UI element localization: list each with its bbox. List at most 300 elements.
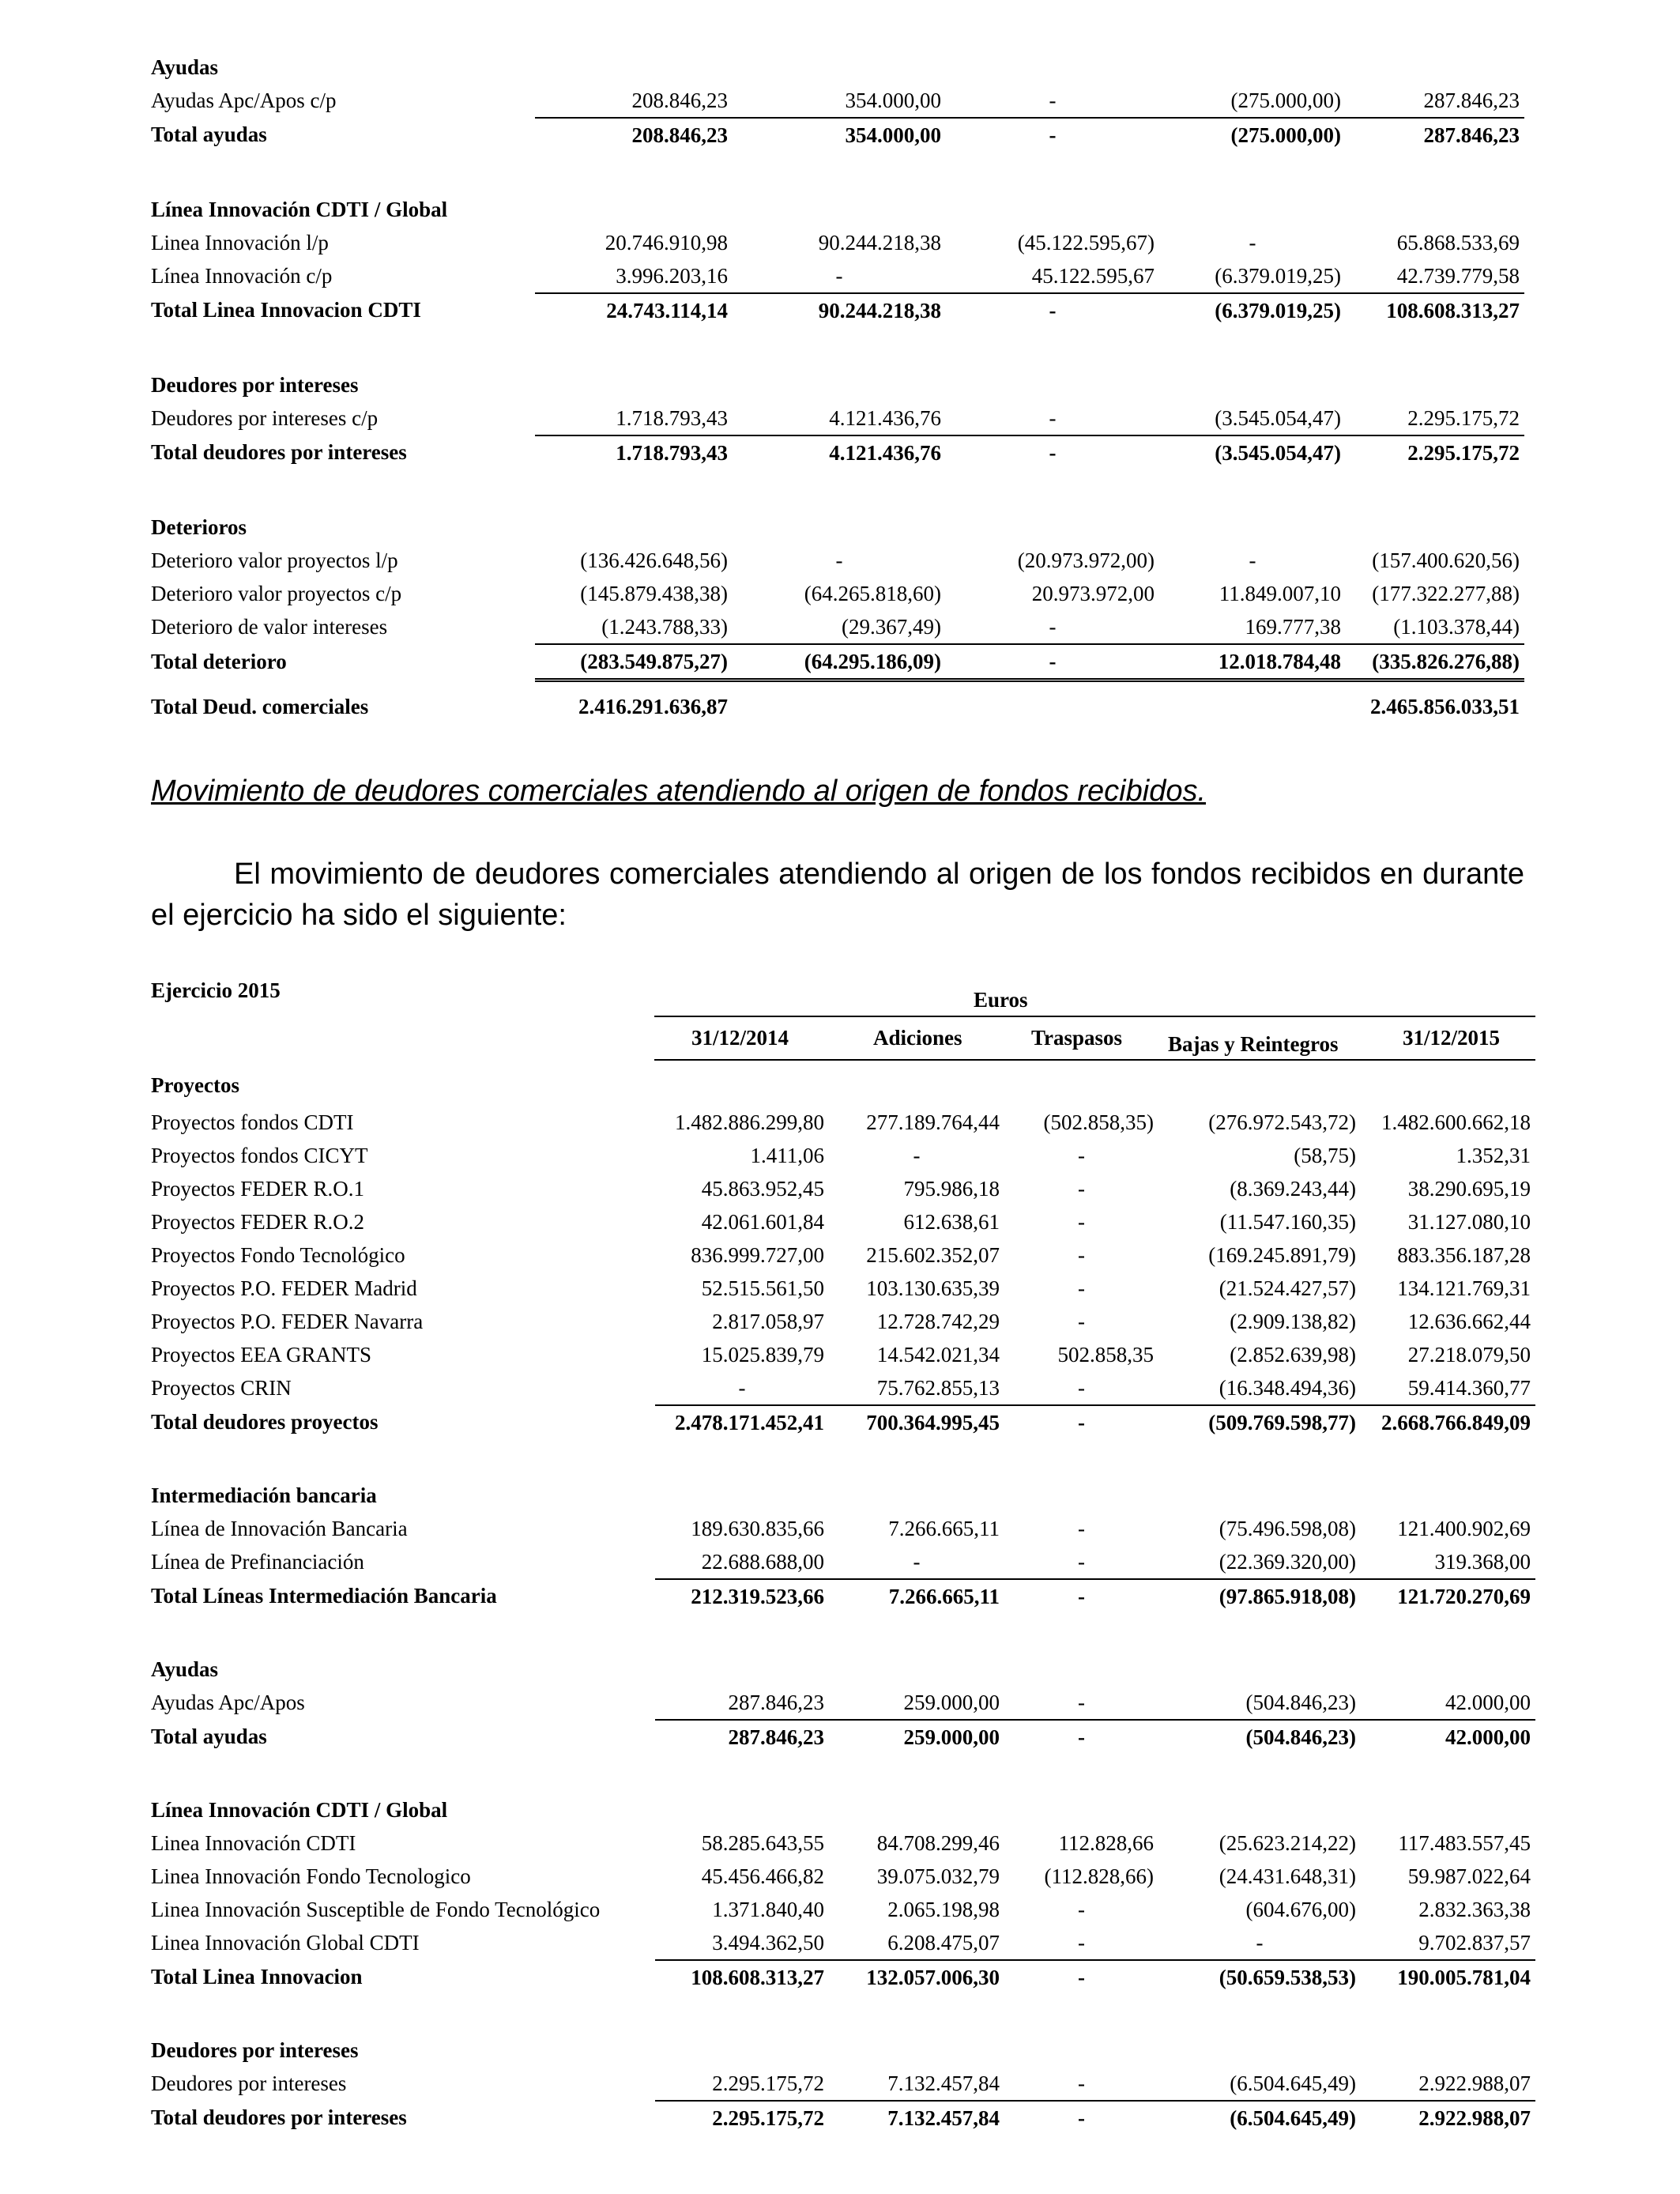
value-cell: (6.504.645,49) — [1230, 2105, 1356, 2130]
value-cell: (276.972.543,72) — [1208, 1110, 1356, 1134]
value-cell: 259.000,00 — [829, 1686, 1004, 1720]
value-cell: 20.746.910,98 — [605, 230, 728, 254]
value-cell: 3.494.362,50 — [655, 1926, 829, 1960]
empty-cell — [1159, 193, 1346, 226]
value-cell: (58,75) — [1294, 1143, 1356, 1167]
value-cell: - — [1078, 1516, 1085, 1540]
row-label: Proyectos P.O. FEDER Navarra — [151, 1309, 424, 1333]
value-cell: 319.368,00 — [1361, 1545, 1535, 1579]
empty-cell — [733, 193, 946, 226]
value-cell — [1159, 690, 1346, 723]
table-row — [151, 1545, 1535, 1579]
total-row — [151, 1405, 1535, 1439]
value-cell: 42.061.601,84 — [701, 1209, 824, 1234]
value-cell: 287.846,23 — [1423, 123, 1520, 147]
empty-cell — [655, 1793, 829, 1826]
empty-cell — [829, 1479, 1004, 1512]
spacer-cell — [151, 469, 535, 511]
spacer-cell — [1004, 1754, 1158, 1793]
value-cell: - — [835, 548, 843, 572]
value-cell: 1.482.886.299,80 — [675, 1110, 824, 1134]
empty-cell — [535, 51, 733, 84]
value-cell: 90.244.218,38 — [818, 298, 941, 322]
table-row — [151, 1272, 1535, 1305]
value-cell: - — [1249, 548, 1256, 572]
value-cell: 7.266.665,11 — [888, 1584, 1000, 1608]
total-row — [151, 435, 1524, 469]
spacer-cell — [946, 327, 1159, 368]
column-header-rule — [654, 1059, 1535, 1061]
empty-cell — [829, 1065, 1004, 1106]
column-header-31-12-2014: 31/12/2014 — [691, 1026, 789, 1050]
value-cell: 2.295.175,72 — [712, 2105, 824, 2130]
spacer-cell — [1159, 469, 1346, 511]
empty-cell — [535, 193, 733, 226]
table-row — [151, 1860, 1535, 1893]
value-cell: - — [946, 644, 1159, 680]
value-cell: (45.122.595,67) — [1017, 230, 1155, 254]
value-cell: 169.777,38 — [1159, 610, 1346, 644]
value-cell: 22.688.688,00 — [655, 1545, 829, 1579]
value-cell: (97.865.918,08) — [1219, 1584, 1356, 1608]
spacer-cell — [733, 327, 946, 368]
value-cell: 502.858,35 — [1057, 1342, 1154, 1367]
value-cell: 2.922.988,07 — [1361, 2067, 1535, 2101]
value-cell: 20.973.972,00 — [1031, 581, 1155, 605]
value-cell: 31.127.080,10 — [1407, 1209, 1531, 1234]
spacer-cell — [1158, 1439, 1361, 1479]
value-cell: 2.295.175,72 — [655, 2067, 829, 2101]
value-cell: - — [1049, 440, 1057, 465]
spacer-cell — [1158, 1613, 1361, 1653]
value-cell: - — [1004, 1371, 1158, 1405]
empty-cell — [1361, 2034, 1535, 2067]
value-cell: 117.483.557,45 — [1398, 1830, 1531, 1855]
spacer-row — [151, 152, 1524, 193]
row-label: Proyectos Fondo Tecnológico — [151, 1242, 405, 1267]
row-label: Proyectos FEDER R.O.2 — [151, 1209, 364, 1234]
spacer-cell — [151, 327, 535, 368]
value-cell: 1.482.600.662,18 — [1381, 1110, 1531, 1134]
value-cell: - — [1078, 1143, 1085, 1167]
value-cell: (169.245.891,79) — [1208, 1242, 1356, 1267]
value-cell: 3.996.203,16 — [535, 259, 733, 293]
empty-cell — [946, 511, 1159, 544]
value-cell: 189.630.835,66 — [691, 1516, 824, 1540]
value-cell: 2.817.058,97 — [712, 1309, 824, 1333]
value-cell: - — [946, 610, 1159, 644]
debtors-table-continued — [151, 51, 1524, 723]
spacer-cell — [829, 1994, 1004, 2034]
section-title-row — [151, 1065, 1535, 1106]
spacer-cell — [733, 152, 946, 193]
table-row — [151, 577, 1524, 610]
table-row — [151, 1338, 1535, 1371]
value-cell: (3.545.054,47) — [1159, 401, 1346, 435]
value-cell: (2.909.138,82) — [1230, 1309, 1356, 1333]
section-title: Línea Innovación CDTI / Global — [151, 197, 448, 221]
row-label: Proyectos P.O. FEDER Madrid — [151, 1276, 417, 1300]
section-title-row — [151, 368, 1524, 401]
empty-cell — [1361, 1479, 1535, 1512]
value-cell: 354.000,00 — [733, 84, 946, 118]
table-row — [151, 1826, 1535, 1860]
value-cell: 277.189.764,44 — [866, 1110, 1000, 1134]
total-row — [151, 644, 1524, 680]
value-cell: 2.416.291.636,87 — [578, 694, 728, 718]
empty-cell — [655, 1065, 829, 1106]
empty-cell — [655, 1653, 829, 1686]
row-label: Total ayudas — [151, 1725, 267, 1748]
empty-cell — [1346, 193, 1524, 226]
section-title-row — [151, 1479, 1535, 1512]
value-cell: 6.208.475,07 — [829, 1926, 1004, 1960]
total-row — [151, 1579, 1535, 1613]
value-cell: 58.285.643,55 — [701, 1830, 824, 1855]
value-cell: 59.987.022,64 — [1407, 1864, 1531, 1888]
table-row — [151, 1172, 1535, 1205]
value-cell: 259.000,00 — [903, 1725, 1000, 1749]
spacer-cell — [1004, 1439, 1158, 1479]
value-cell: - — [655, 1371, 829, 1405]
spacer-cell — [151, 1613, 655, 1653]
spacer-cell — [151, 152, 535, 193]
section-title: Línea Innovación CDTI / Global — [151, 1797, 448, 1822]
empty-cell — [1158, 1653, 1361, 1686]
empty-cell — [1004, 1793, 1158, 1826]
value-cell: (275.000,00) — [1230, 123, 1341, 147]
value-cell: 7.132.457,84 — [829, 2067, 1004, 2101]
value-cell: 215.602.352,07 — [866, 1242, 1000, 1267]
value-cell: - — [1078, 1309, 1085, 1333]
row-label: Línea Innovación c/p — [151, 264, 333, 288]
value-cell: (1.103.378,44) — [1346, 610, 1524, 644]
value-cell: 65.868.533,69 — [1396, 230, 1520, 254]
spacer-row — [151, 1754, 1535, 1793]
value-cell: 208.846,23 — [535, 84, 733, 118]
value-cell: 132.057.006,30 — [866, 1965, 1000, 1989]
value-cell: (24.431.648,31) — [1219, 1864, 1356, 1888]
value-cell: (25.623.214,22) — [1219, 1830, 1356, 1855]
empty-cell — [829, 2034, 1004, 2067]
value-cell: 11.849.007,10 — [1219, 581, 1341, 605]
empty-cell — [733, 511, 946, 544]
row-label: Total Líneas Intermediación Bancaria — [151, 1584, 497, 1608]
empty-cell — [946, 51, 1159, 84]
column-header-adiciones: Adiciones — [873, 1026, 962, 1050]
value-cell: 7.132.457,84 — [887, 2105, 1000, 2130]
row-label: Deterioro valor proyectos c/p — [151, 581, 402, 605]
value-cell: (11.547.160,35) — [1219, 1209, 1356, 1234]
value-cell: 836.999.727,00 — [691, 1242, 824, 1267]
value-cell: 287.846,23 — [655, 1686, 829, 1720]
empty-cell — [1158, 1479, 1361, 1512]
euros-rule — [654, 1016, 1535, 1017]
section-title: Ayudas — [151, 1657, 219, 1681]
table-row — [151, 401, 1524, 435]
value-cell: (504.846,23) — [1158, 1686, 1361, 1720]
empty-cell — [1346, 51, 1524, 84]
value-cell: - — [1078, 2105, 1085, 2130]
empty-cell — [1346, 368, 1524, 401]
spacer-cell — [1004, 1613, 1158, 1653]
spacer-cell — [1004, 1994, 1158, 2034]
value-cell: 1.718.793,43 — [535, 401, 733, 435]
spacer-cell — [535, 469, 733, 511]
table-row — [151, 1305, 1535, 1338]
value-cell: 103.130.635,39 — [866, 1276, 1000, 1300]
row-label: Deudores por intereses c/p — [151, 406, 379, 430]
spacer-cell — [151, 1439, 655, 1479]
value-cell: - — [1078, 1209, 1085, 1234]
table-row — [151, 1139, 1535, 1172]
value-cell: (64.265.818,60) — [804, 581, 941, 605]
year-label: Ejercicio 2015 — [151, 978, 281, 1002]
row-label: Total Linea Innovacion — [151, 1965, 363, 1989]
section-title: Ayudas — [151, 55, 219, 79]
spacer-cell — [655, 1613, 829, 1653]
row-label: Deterioro de valor intereses — [151, 615, 388, 639]
empty-cell — [1158, 2034, 1361, 2067]
value-cell: 45.122.595,67 — [946, 259, 1159, 293]
value-cell: 45.456.466,82 — [701, 1864, 824, 1888]
empty-cell — [946, 368, 1159, 401]
value-cell — [946, 690, 1159, 723]
empty-cell — [733, 368, 946, 401]
row-label: Deterioro valor proyectos l/p — [151, 548, 398, 572]
intro-paragraph: El movimiento de deudores comerciales atendiendo al origen de los fondos recibidos en durante el ejercicio ha sido el siguiente: — [151, 858, 1524, 932]
value-cell: 1.411,06 — [750, 1143, 824, 1167]
value-cell: (283.549.875,27) — [535, 644, 733, 680]
value-cell: (16.348.494,36) — [1158, 1371, 1361, 1405]
value-cell: 883.356.187,28 — [1397, 1242, 1531, 1267]
section-title-row — [151, 2034, 1535, 2067]
value-cell: (75.496.598,08) — [1219, 1516, 1356, 1540]
value-cell: 42.000,00 — [1445, 1725, 1531, 1749]
row-label: Proyectos fondos CDTI — [151, 1110, 354, 1134]
spacer-row — [151, 1994, 1535, 2034]
value-cell: (22.369.320,00) — [1158, 1545, 1361, 1579]
spacer-cell — [535, 327, 733, 368]
value-cell: - — [1078, 1725, 1085, 1749]
value-cell: 12.636.662,44 — [1407, 1309, 1531, 1333]
table-row — [151, 2067, 1535, 2101]
row-label: Total deudores proyectos — [151, 1410, 379, 1434]
row-label: Total deudores por intereses — [151, 440, 407, 464]
value-cell: (335.826.276,88) — [1346, 644, 1524, 680]
value-cell: - — [1004, 1686, 1158, 1720]
value-cell: 108.608.313,27 — [1386, 298, 1520, 322]
spacer-row — [151, 1439, 1535, 1479]
spacer-cell — [1159, 152, 1346, 193]
empty-cell — [1159, 511, 1346, 544]
value-cell: 42.739.779,58 — [1346, 259, 1524, 293]
section-title: Deudores por intereses — [151, 372, 359, 397]
value-cell: (8.369.243,44) — [1230, 1176, 1356, 1201]
table-row — [151, 544, 1524, 577]
row-label: Total Linea Innovacion CDTI — [151, 298, 421, 322]
spacer-cell — [655, 1439, 829, 1479]
value-cell: - — [946, 401, 1159, 435]
row-label: Deudores por intereses — [151, 2071, 347, 2095]
value-cell: 190.005.781,04 — [1397, 1965, 1531, 1989]
spacer-cell — [1158, 1754, 1361, 1793]
value-cell: (504.846,23) — [1245, 1725, 1356, 1749]
empty-cell — [1004, 1065, 1158, 1106]
spacer-cell — [1361, 1613, 1535, 1653]
value-cell: 52.515.561,50 — [701, 1276, 824, 1300]
row-label: Linea Innovación Global CDTI — [151, 1931, 420, 1955]
column-header-traspasos: Traspasos — [1031, 1026, 1123, 1050]
table-row — [151, 1512, 1535, 1545]
spacer-cell — [1346, 327, 1524, 368]
total-row — [151, 293, 1524, 327]
value-cell: 2.832.363,38 — [1418, 1897, 1531, 1921]
column-header-bajas-reintegros: Bajas y Reintegros — [1168, 1032, 1339, 1056]
spacer-cell — [1346, 680, 1524, 691]
table-row — [151, 84, 1524, 118]
value-cell: 12.018.784,48 — [1159, 644, 1346, 680]
value-cell: - — [1249, 230, 1256, 254]
currency-label: Euros — [974, 988, 1028, 1012]
total-row — [151, 118, 1524, 152]
value-cell: 14.542.021,34 — [876, 1342, 1000, 1367]
debtors-movement-2015-table — [151, 1065, 1535, 2135]
spacer-row — [151, 680, 1524, 691]
value-cell: - — [1004, 1545, 1158, 1579]
value-cell: (604.676,00) — [1245, 1897, 1356, 1921]
value-cell: 2.295.175,72 — [1346, 401, 1524, 435]
value-cell — [733, 690, 946, 723]
value-cell: 212.319.523,66 — [691, 1584, 824, 1608]
section-title: Deudores por intereses — [151, 2038, 359, 2062]
value-cell: (29.367,49) — [733, 610, 946, 644]
value-cell: 354.000,00 — [845, 123, 941, 147]
value-cell: (177.322.277,88) — [1372, 581, 1520, 605]
row-label: Proyectos CRIN — [151, 1376, 292, 1400]
row-label: Linea Innovación l/p — [151, 230, 329, 254]
value-cell: 4.121.436,76 — [829, 440, 941, 465]
value-cell: - — [829, 1545, 1004, 1579]
value-cell: - — [1078, 1965, 1085, 1989]
spacer-cell — [1361, 1994, 1535, 2034]
spacer-cell — [151, 1994, 655, 2034]
value-cell: 24.743.114,14 — [606, 298, 728, 322]
table-row — [151, 1893, 1535, 1926]
spacer-cell — [829, 1754, 1004, 1793]
value-cell: 1.718.793,43 — [616, 440, 728, 465]
value-cell: 84.708.299,46 — [876, 1830, 1000, 1855]
value-cell: - — [1078, 1584, 1085, 1608]
value-cell: 27.218.079,50 — [1407, 1342, 1531, 1367]
spacer-cell — [733, 680, 946, 691]
value-cell: 795.986,18 — [903, 1176, 1000, 1201]
value-cell: 2.478.171.452,41 — [675, 1410, 824, 1434]
value-cell: 112.828,66 — [1058, 1830, 1154, 1855]
spacer-cell — [1159, 680, 1346, 691]
total-row — [151, 1960, 1535, 1994]
row-label: Total deterioro — [151, 650, 287, 674]
value-cell: - — [1158, 1926, 1361, 1960]
empty-cell — [535, 368, 733, 401]
empty-cell — [1004, 1479, 1158, 1512]
value-cell: (136.426.648,56) — [580, 548, 728, 572]
empty-cell — [1346, 511, 1524, 544]
spacer-cell — [655, 1994, 829, 2034]
spacer-cell — [946, 680, 1159, 691]
empty-cell — [1159, 51, 1346, 84]
table-row — [151, 1686, 1535, 1720]
spacer-cell — [151, 1754, 655, 1793]
section-title-row — [151, 1793, 1535, 1826]
empty-cell — [1159, 368, 1346, 401]
value-cell: (21.524.427,57) — [1219, 1276, 1356, 1300]
value-cell: 42.000,00 — [1361, 1686, 1535, 1720]
row-label: Proyectos EEA GRANTS — [151, 1342, 371, 1367]
table-row — [151, 610, 1524, 644]
value-cell: 208.846,23 — [631, 123, 728, 147]
value-cell: 75.762.855,13 — [829, 1371, 1004, 1405]
value-cell: 108.608.313,27 — [691, 1965, 824, 1989]
value-cell: (6.379.019,25) — [1215, 298, 1341, 322]
value-cell: (20.973.972,00) — [1017, 548, 1155, 572]
spacer-cell — [829, 1439, 1004, 1479]
empty-cell — [946, 193, 1159, 226]
value-cell: - — [1078, 1176, 1085, 1201]
value-cell: - — [1078, 1410, 1085, 1434]
value-cell: (157.400.620,56) — [1372, 548, 1520, 572]
section-title-row — [151, 51, 1524, 84]
spacer-row — [151, 1613, 1535, 1653]
value-cell: (275.000,00) — [1159, 84, 1346, 118]
spacer-cell — [946, 152, 1159, 193]
empty-cell — [1361, 1065, 1535, 1106]
spacer-cell — [1346, 469, 1524, 511]
empty-cell — [1158, 1793, 1361, 1826]
table-row — [151, 1106, 1535, 1139]
spacer-cell — [151, 680, 535, 691]
value-cell: 1.371.840,40 — [712, 1897, 824, 1921]
section-title-row — [151, 1653, 1535, 1686]
value-cell: 39.075.032,79 — [876, 1864, 1000, 1888]
total-row — [151, 1720, 1535, 1754]
empty-cell — [1158, 1065, 1361, 1106]
value-cell: - — [1049, 298, 1057, 322]
value-cell: 2.668.766.849,09 — [1381, 1410, 1531, 1434]
row-label: Proyectos fondos CICYT — [151, 1143, 368, 1167]
value-cell: - — [1078, 1897, 1085, 1921]
value-cell: 2.465.856.033,51 — [1370, 694, 1520, 718]
empty-cell — [1361, 1793, 1535, 1826]
value-cell: - — [1004, 2067, 1158, 2101]
row-label: Proyectos FEDER R.O.1 — [151, 1176, 364, 1201]
value-cell: 121.400.902,69 — [1397, 1516, 1531, 1540]
section-title: Intermediación bancaria — [151, 1483, 377, 1507]
spacer-cell — [1361, 1439, 1535, 1479]
spacer-cell — [535, 152, 733, 193]
value-cell: 45.863.952,45 — [701, 1176, 824, 1201]
spacer-cell — [1159, 327, 1346, 368]
empty-cell — [1004, 2034, 1158, 2067]
value-cell: (50.659.538,53) — [1219, 1965, 1356, 1989]
section-heading: Movimiento de deudores comerciales atendiendo al origen de fondos recibidos. — [151, 775, 1207, 808]
value-cell: (509.769.598,77) — [1208, 1410, 1356, 1434]
spacer-cell — [535, 680, 733, 691]
row-label: Linea Innovación Susceptible de Fondo Tecnológico — [151, 1897, 601, 1921]
value-cell: 612.638,61 — [903, 1209, 1000, 1234]
section-title-row — [151, 193, 1524, 226]
spacer-cell — [733, 469, 946, 511]
